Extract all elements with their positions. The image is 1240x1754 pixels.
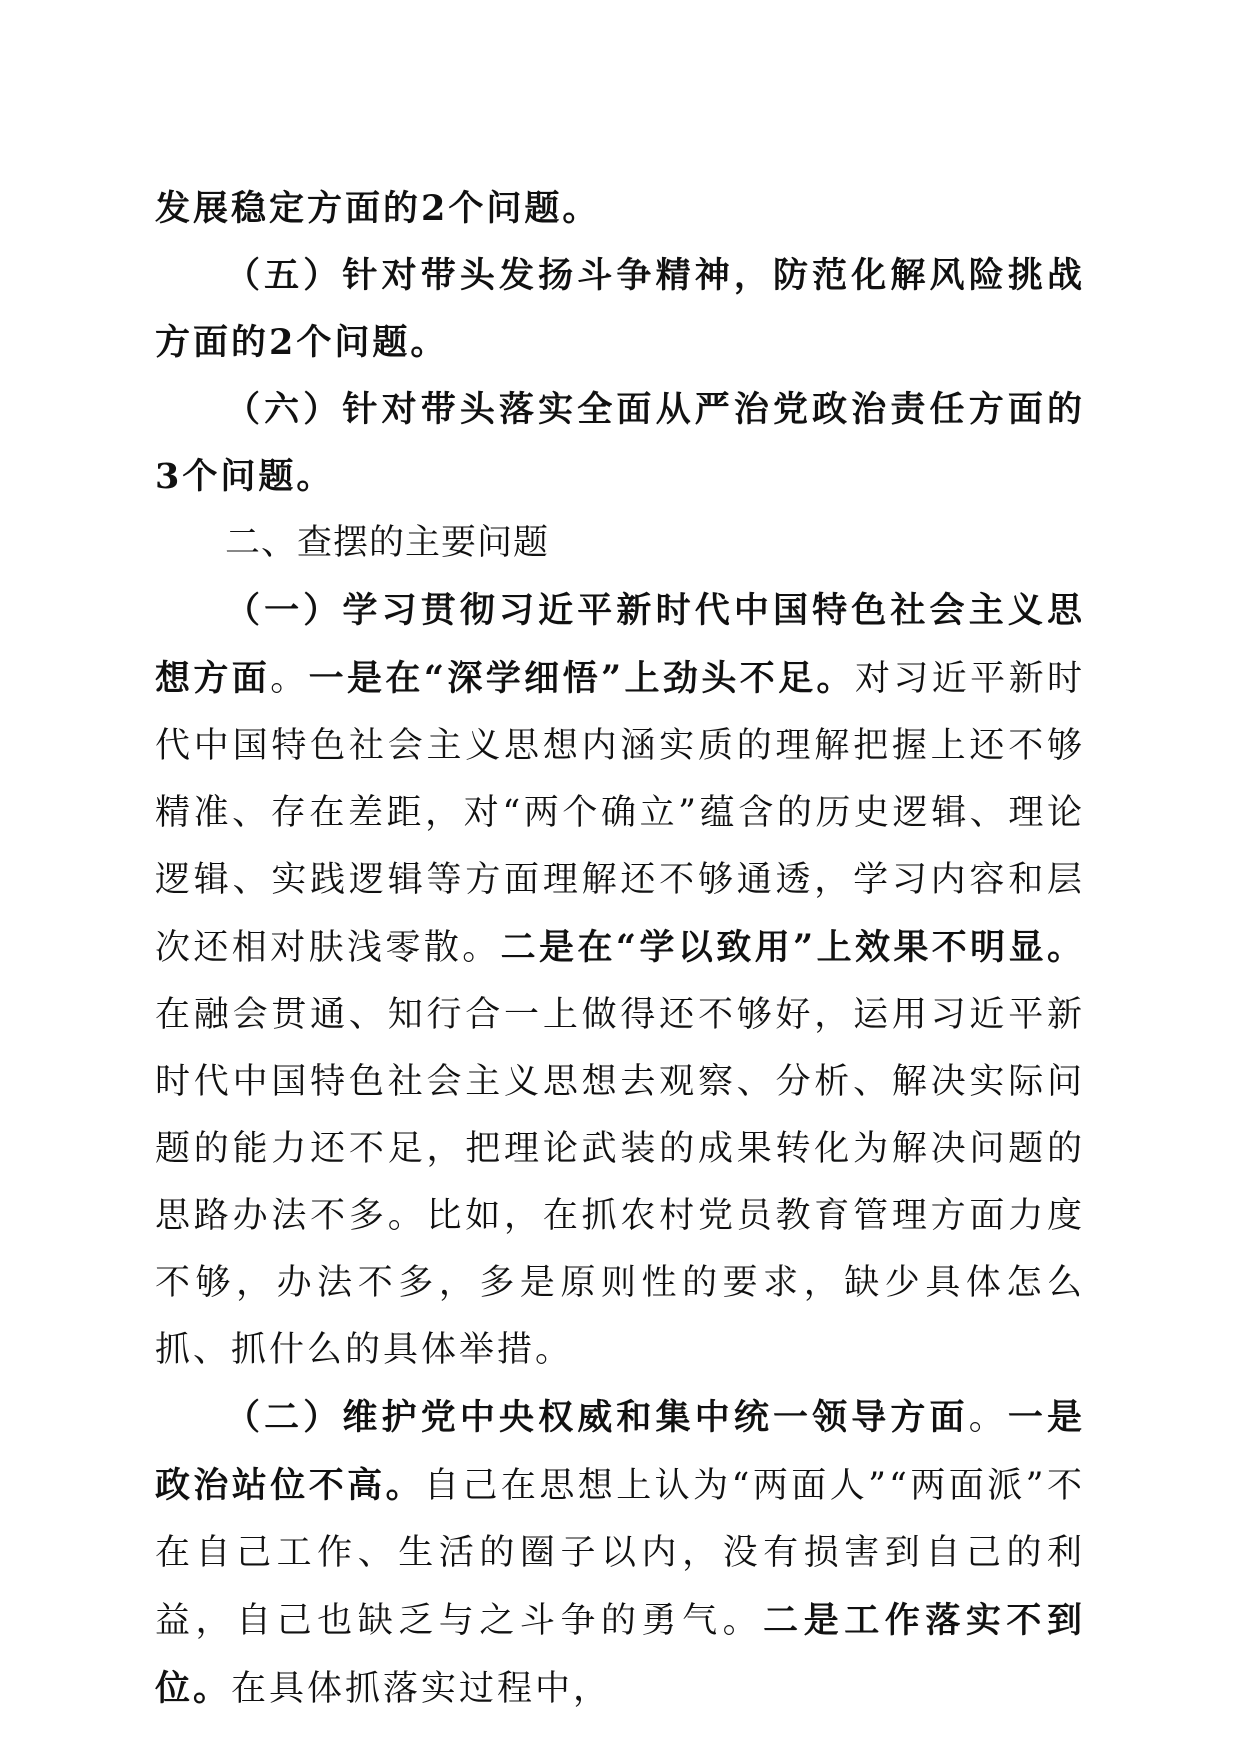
paragraph-item-six: （六）针对带头落实全面从严治党政治责任方面的3个问题。 (155, 389, 1085, 497)
paragraph-central-authority (155, 1384, 1085, 1723)
section-heading: 二、查摆的主要问题 (225, 523, 550, 563)
paragraph-continuation: 发展稳定方面的2个问题。 (155, 188, 601, 229)
point-two-text: 在具体抓落实过程中， (231, 1669, 612, 1709)
point-two-text: 在融会贯通、知行合一上做得还不够好，运用习近平新时代中国特色社会主义思想去观察、分析、解决实际问题的能力还不足，把理论武装的成果转化为解决问题的思路办法不多。比如，在抓农村党员教育管理方面力度不够，办法不多，多是原则性的要求，缺少具体怎么抓、抓什么的具体举措。 (155, 995, 1085, 1370)
point-one-label: 一是在“深学细悟”上劲头不足。 (308, 658, 855, 699)
point-one-text: 自己在思想上认为“两面人”“两面派”不在自己工作、生活的圈子以内，没有损害到自己的利益，自己也缺乏与之斗争的勇气。 (155, 1466, 1085, 1641)
paragraph-study-thought (155, 577, 1085, 1384)
point-one-label: 一是政治站位不高。 (155, 1397, 1085, 1506)
point-two-label: 二是工作落实不到位。 (155, 1600, 1085, 1709)
subheading-period: 。 (968, 1398, 1008, 1438)
point-two-label: 二是在“学以致用”上效果不明显。 (500, 927, 1085, 968)
document-page (155, 175, 1085, 1723)
subheading-central-authority: （二）维护党中央权威和集中统一领导方面 (225, 1397, 969, 1438)
subheading-period: 。 (270, 659, 309, 699)
subheading-study-thought: （一）学习贯彻习近平新时代中国特色社会主义思想方面 (155, 590, 1085, 699)
paragraph-item-five: （五）针对带头发扬斗争精神，防范化解风险挑战方面的2个问题。 (155, 255, 1085, 363)
point-one-text: 对习近平新时代中国特色社会主义思想内涵实质的理解把握上还不够精准、存在差距，对“两个确立”蕴含的历史逻辑、理论逻辑、实践逻辑等方面理解还不够通透，学习内容和层次还相对肤浅零散。 (155, 659, 1085, 968)
